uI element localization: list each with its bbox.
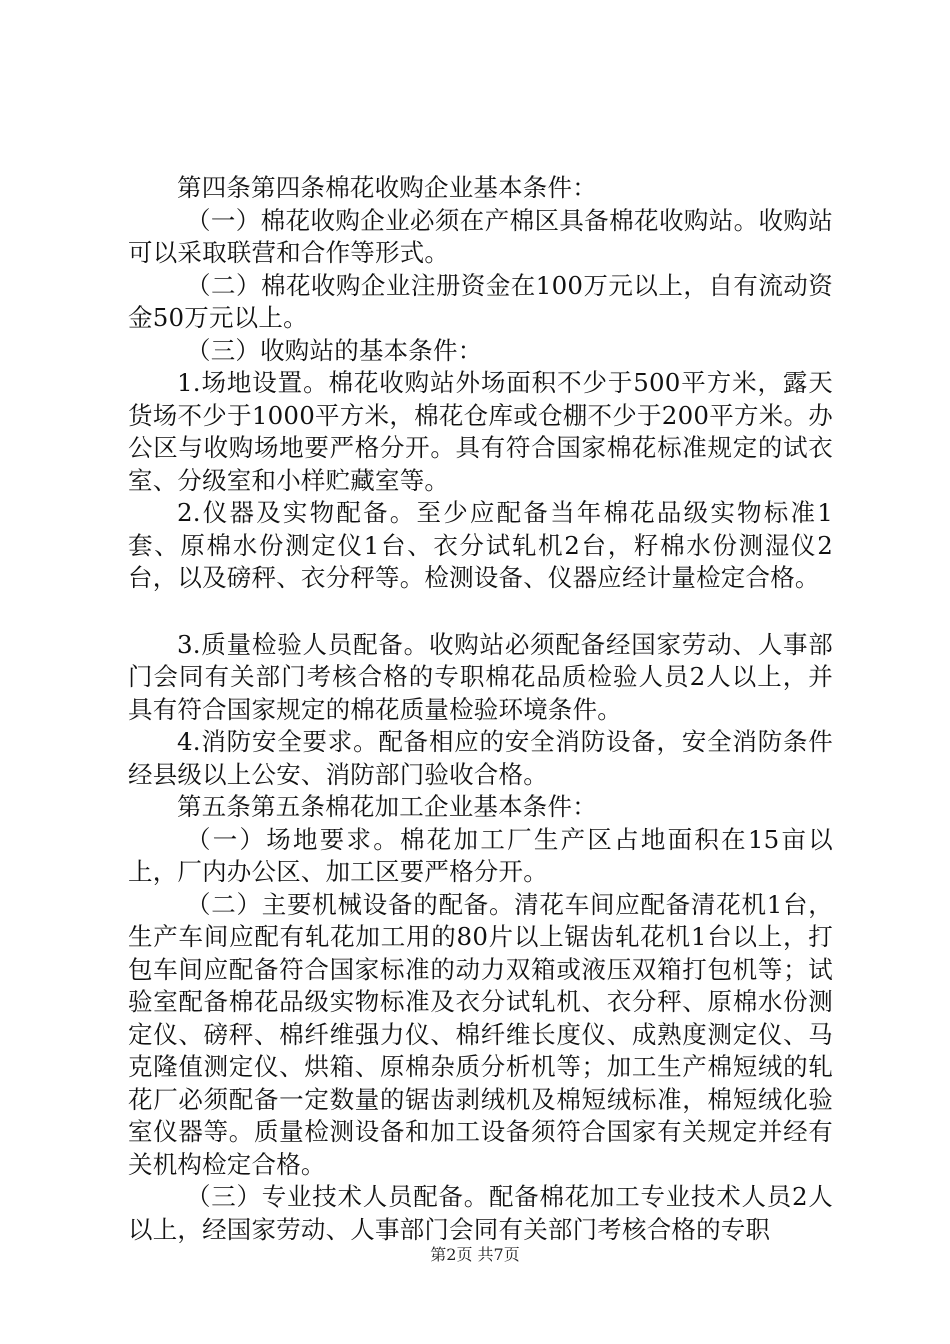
article-5-heading: 第五条第五条棉花加工企业基本条件： [177,792,597,821]
page-number-footer: 第2页 共7页 [430,1245,520,1264]
paragraph-4-3-2: 2.仪器及实物配备。至少应配备当年棉花品级实物标准1套、原棉水份测定仪1台、衣分试轧机2台，籽棉水份测湿仪2台，以及磅秤、衣分秤等。检测设备、仪器应经计量检定合格。 [128,498,833,592]
paragraph-gap [128,595,833,629]
paragraph-4-1: （一）棉花收购企业必须在产棉区具备棉花收购站。收购站可以采取联营和合作等形式。 [128,205,833,267]
document-body [128,172,833,1246]
paragraph-5-3: （三）专业技术人员配备。配备棉花加工专业技术人员2人以上，经国家劳动、人事部门会同有关部门考核合格的专职 [128,1182,833,1244]
article-4-heading: 第四条第四条棉花收购企业基本条件： [177,173,597,202]
paragraph-4-3-4: 4.消防安全要求。配备相应的安全消防设备，安全消防条件经县级以上公安、消防部门验收合格。 [128,727,833,789]
paragraph-4-3-1: 1.场地设置。棉花收购站外场面积不少于500平方米，露天货场不少于1000平方米，棉花仓库或仓棚不少于200平方米。办公区与收购场地要严格分开。具有符合国家棉花标准规定的试衣室、分级室和小样贮藏室等。 [128,368,833,495]
paragraph-4-3: （三）收购站的基本条件： [186,335,483,365]
paragraph-5-1: （一）场地要求。棉花加工厂生产区占地面积在15亩以上，厂内办公区、加工区要严格分开。 [128,824,833,886]
paragraph-4-2: （二）棉花收购企业注册资金在100万元以上，自有流动资金50万元以上。 [128,270,833,332]
paragraph-5-2: （二）主要机械设备的配备。清花车间应配备清花机1台，生产车间应配有轧花加工用的80片以上锯齿轧花机1台以上，打包车间应配备符合国家标准的动力双箱或液压双箱打包机等；试验室配备棉花品级实物标准及衣分试轧机、衣分秤、原棉水份测定仪、磅秤、棉纤维强力仪、棉纤维长度仪、成熟度测定仪、马克隆值测定仪、烘箱、原棉杂质分析机等；加工生产棉短绒的轧花厂必须配备一定数量的锯齿剥绒机及棉短绒标准，棉短绒化验室仪器等。质量检测设备和加工设备须符合国家有关规定并经有关机构检定合格。 [128,889,833,1179]
paragraph-4-3-3: 3.质量检验人员配备。收购站必须配备经国家劳动、人事部门会同有关部门考核合格的专职棉花品质检验人员2人以上，并具有符合国家规定的棉花质量检验环境条件。 [128,629,833,724]
